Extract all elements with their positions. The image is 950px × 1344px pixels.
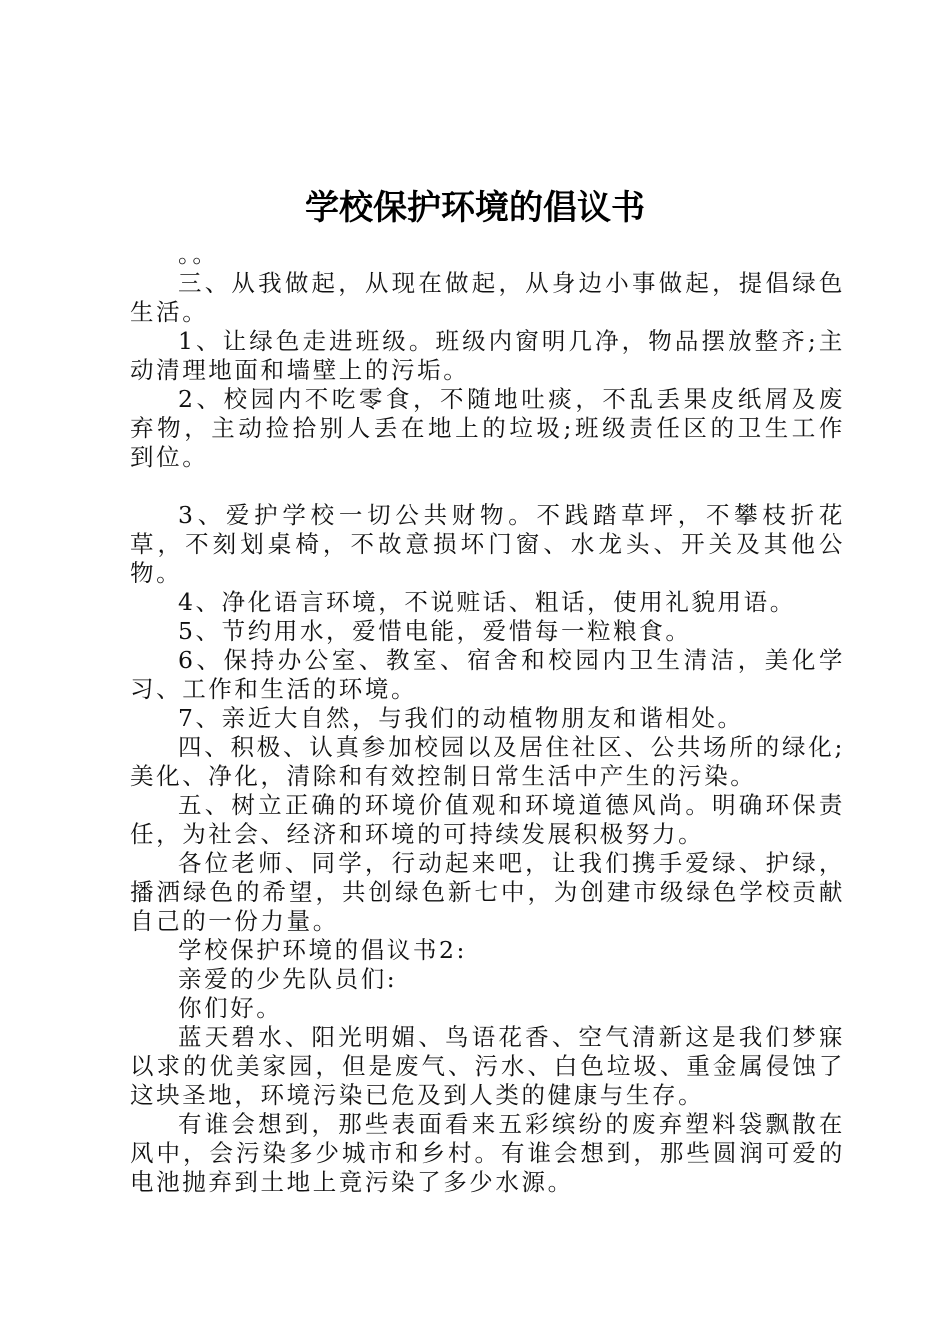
paragraph: 你们好。 [178,994,283,1022]
paragraph: 2、校园内不吃零食，不随地吐痰，不乱丢果皮纸屑及废弃物，主动捡拾别人丢在地上的垃圾;班级责任区的卫生工作到位。 [130,385,845,471]
paragraph-gap [130,472,845,501]
document-title: 学校保护环境的倡议书 [305,188,645,228]
paragraph: 亲爱的少先队员们: [178,965,398,993]
paragraph: 四、积极、认真参加校园以及居住社区、公共场所的绿化;美化、净化，清除和有效控制日常生活中产生的污染。 [130,733,845,790]
paragraph: 7、亲近大自然，与我们的动植物朋友和谐相处。 [178,704,744,732]
paragraph: 4、净化语言环境，不说赃话、粗话，使用礼貌用语。 [178,588,796,616]
paragraph: 5、节约用水，爱惜电能，爱惜每一粒粮食。 [178,617,692,645]
paragraph: 各位老师、同学，行动起来吧，让我们携手爱绿、护绿，播洒绿色的希望，共创绿色新七中，为创建市级绿色学校贡献自己的一份力量。 [130,849,845,935]
paragraph: 三、从我做起，从现在做起，从身边小事做起，提倡绿色生活。 [130,269,845,326]
paragraph: 6、保持办公室、教室、宿舍和校园内卫生清洁，美化学习、工作和生活的环境。 [130,646,845,703]
paragraph: 五、树立正确的环境价值观和环境道德风尚。明确环保责任，为社会、经济和环境的可持续发展积极努力。 [130,791,845,848]
paragraph: 蓝天碧水、阳光明媚、鸟语花香、空气清新这是我们梦寐以求的优美家园，但是废气、污水、白色垃圾、重金属侵蚀了这块圣地，环境污染已危及到人类的健康与生存。 [130,1023,845,1109]
document-body [130,240,845,1197]
paragraph: 有谁会想到，那些表面看来五彩缤纷的废弃塑料袋飘散在风中，会污染多少城市和乡村。有谁会想到，那些圆润可爱的电池抛弃到土地上竟污染了多少水源。 [130,1110,845,1196]
paragraph: 学校保护环境的倡议书2: [178,936,468,964]
paragraph: 1、让绿色走进班级。班级内窗明几净，物品摆放整齐;主动清理地面和墙壁上的污垢。 [130,327,845,384]
paragraph: 。。 [178,240,219,268]
paragraph: 3、爱护学校一切公共财物。不践踏草坪，不攀枝折花草，不刻划桌椅，不故意损坏门窗、水龙头、开关及其他公物。 [130,501,845,587]
